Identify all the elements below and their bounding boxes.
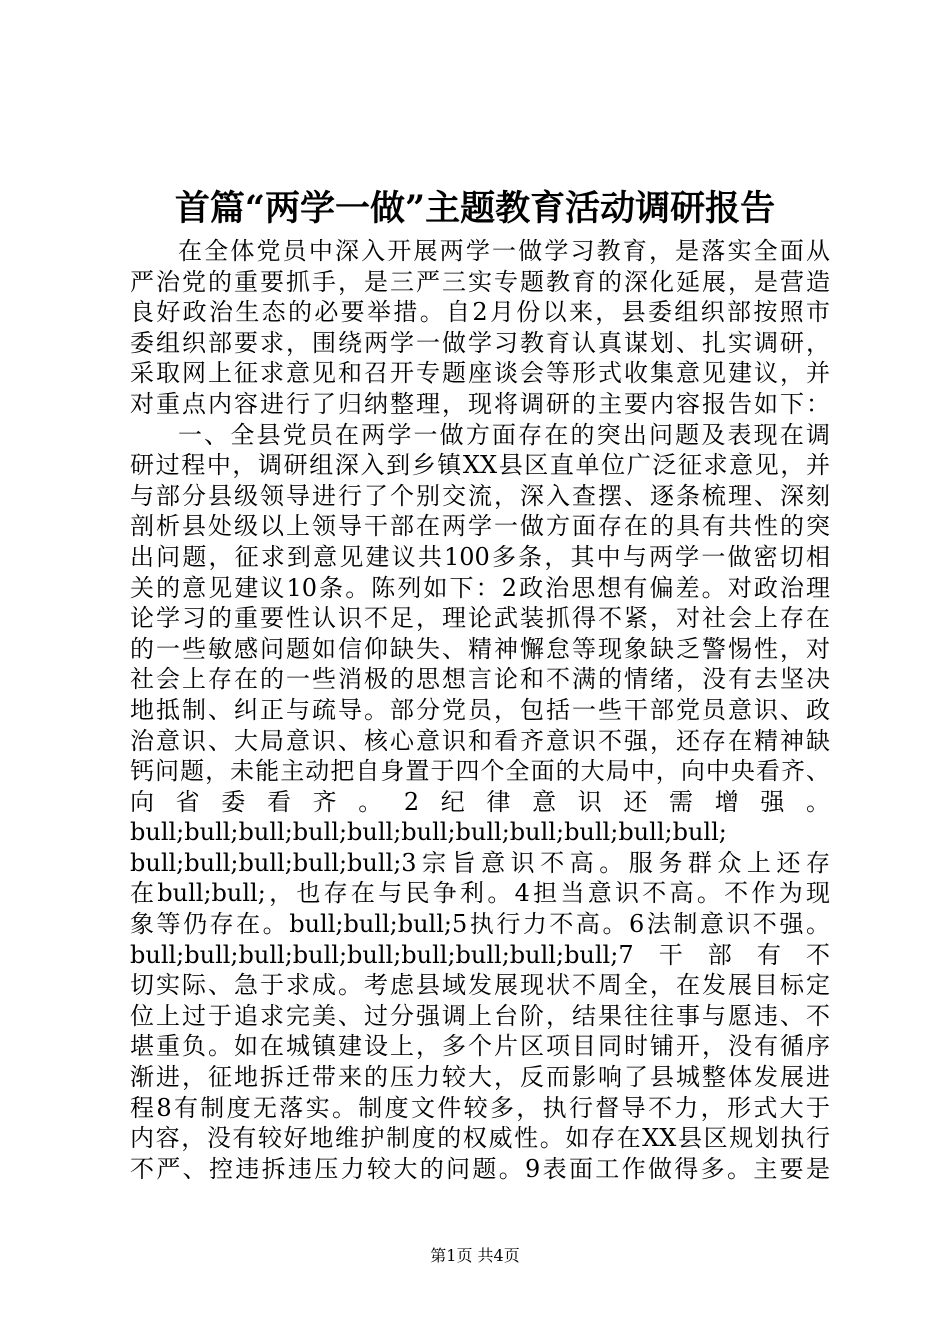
text-line: 良好政治生态的必要举措。自2月份以来，县委组织部按照市: [130, 298, 830, 327]
text-line: 社会上存在的一些消极的思想言论和不满的情绪，没有去坚决: [130, 665, 830, 694]
text-line: 渐进，征地拆迁带来的压力较大，反而影响了县城整体发展进: [130, 1063, 830, 1092]
text-line: 关的意见建议10条。陈列如下：2政治思想有偏差。对政治理: [130, 573, 830, 602]
text-line: 向省委看齐。2纪律意识还需增强。: [130, 787, 830, 816]
text-line: 内容，没有较好地维护制度的权威性。如存在XX县区规划执行: [130, 1124, 830, 1153]
text-line: 治意识、大局意识、核心意识和看齐意识不强，还存在精神缺: [130, 726, 830, 755]
text-line: bull;bull;bull;bull;bull;bull;bull;bull;bull;7干部有不: [130, 940, 830, 969]
text-line: 钙问题，未能主动把自身置于四个全面的大局中，向中央看齐、: [130, 757, 830, 786]
text-line: 的一些敏感问题如信仰缺失、精神懈怠等现象缺乏警惕性，对: [130, 634, 830, 663]
document-body: [130, 236, 830, 1184]
page-footer: 第1页 共4页: [430, 1246, 520, 1265]
text-line: 研过程中，调研组深入到乡镇XX县区直单位广泛征求意见，并: [130, 451, 830, 480]
text-line: 程8有制度无落实。制度文件较多，执行督导不力，形式大于: [130, 1093, 830, 1122]
text-line: 出问题，征求到意见建议共100多条，其中与两学一做密切相: [130, 542, 830, 571]
text-line: 堪重负。如在城镇建设上，多个片区项目同时铺开，没有循序: [130, 1032, 830, 1061]
text-line: 地抵制、纠正与疏导。部分党员，包括一些干部党员意识、政: [130, 695, 830, 724]
text-line: 象等仍存在。bull;bull;bull;5执行力不高。6法制意识不强。: [130, 910, 830, 939]
text-line: 切实际、急于求成。考虑县域发展现状不周全，在发展目标定: [130, 971, 830, 1000]
text-line: 采取网上征求意见和召开专题座谈会等形式收集意见建议，并: [130, 359, 830, 388]
text-line: 与部分县级领导进行了个别交流，深入查摆、逐条梳理、深刻: [130, 481, 830, 510]
text-line: 位上过于追求完美、过分强调上台阶，结果往往事与愿违、不: [130, 1001, 830, 1030]
text-line: 在全体党员中深入开展两学一做学习教育，是落实全面从: [178, 237, 830, 265]
text-line: 在bull;bull;，也存在与民争利。4担当意识不高。不作为现: [130, 879, 830, 908]
text-line: bull;bull;bull;bull;bull;bull;bull;bull;bull;bull;bull;: [130, 818, 727, 847]
text-line: 对重点内容进行了归纳整理，现将调研的主要内容报告如下：: [130, 389, 830, 418]
text-line: 不严、控违拆违压力较大的问题。9表面工作做得多。主要是: [130, 1154, 830, 1183]
text-line: 一、全县党员在两学一做方面存在的突出问题及表现在调: [178, 420, 830, 449]
text-line: 委组织部要求，围绕两学一做学习教育认真谋划、扎实调研，: [130, 328, 830, 357]
document-title: 首篇“两学一做”主题教育活动调研报告: [174, 188, 776, 229]
text-line: 严治党的重要抓手，是三严三实专题教育的深化延展，是营造: [130, 267, 830, 296]
text-line: 剖析县处级以上领导干部在两学一做方面存在的具有共性的突: [130, 512, 830, 541]
text-line: bull;bull;bull;bull;bull;3宗旨意识不高。服务群众上还存: [130, 848, 830, 877]
text-line: 论学习的重要性认识不足，理论武装抓得不紧，对社会上存在: [130, 604, 830, 633]
